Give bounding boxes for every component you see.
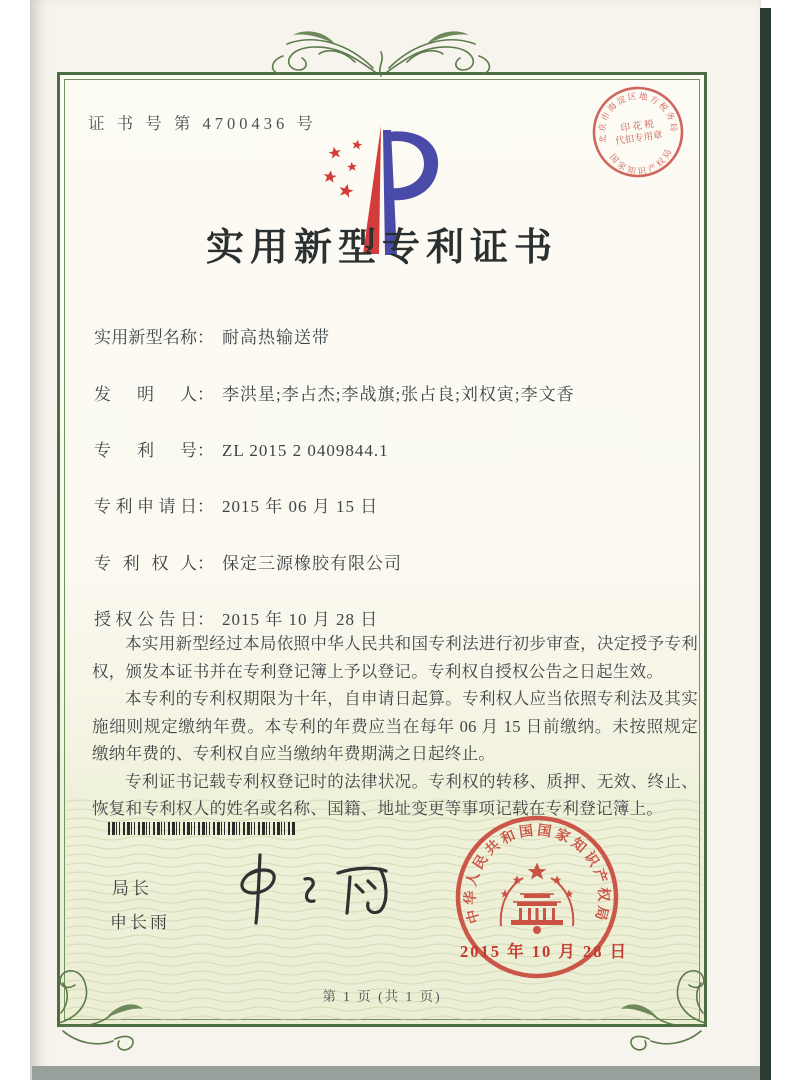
field-label: 发明人 [94,385,197,404]
tax-stamp-bottom-arc: 国家知识产权局 [607,145,675,177]
field-row-grant-date [94,605,378,629]
field-label: 专利申请日 [94,497,197,516]
field-row-name [94,323,330,347]
field-colon: ： [197,497,214,516]
seal-date: 2015 年 10 月 28 日 [460,942,629,961]
tax-stamp-line1: 印 花 税 [620,119,655,135]
certificate-title: 实用新型专利证书 [205,227,558,269]
seal-ring-text: 中华人民共和国国家知识产权局 [463,823,611,925]
field-value: ZL 2015 2 0409844.1 [222,441,389,460]
field-row-filing-date [94,492,378,516]
scan-edge-bottom [32,1066,760,1080]
field-colon: ： [197,554,214,573]
field-value: 2015 年 10 月 28 日 [222,610,379,629]
field-label: 授权公告日 [94,610,197,629]
legal-text [92,630,698,823]
field-label: 专利号 [94,441,197,460]
field-value: 2015 年 06 月 15 日 [222,497,379,516]
field-value: 保定三源橡胶有限公司 [222,554,402,573]
handwritten-signature [210,845,410,945]
tax-stamp-top-arc: 北京市海淀区地方税务局 [596,90,680,145]
field-row-patent-number [94,436,389,460]
field-row-patentee [94,549,402,573]
tax-stamp-line2: 代扣专用章 [614,130,664,148]
tax-stamp-seal [582,76,695,189]
field-colon: ： [197,385,214,404]
field-value: 耐高热输送带 [222,328,330,347]
legal-paragraph: 本实用新型经过本局依照中华人民共和国专利法进行初步审查，决定授予专利权，颁发本证书并在专利登记簿上予以登记。专利权自授权公告之日起生效。 [92,634,698,681]
national-emblem-icon [501,863,574,935]
legal-paragraph: 本专利的专利权期限为十年，自申请日起算。专利权人应当依照专利法及其实施细则规定缴纳年费。本专利的年费应当在每年 06 月 15 日前缴纳。未按照规定缴纳年费的、专利权自应当缴纳年费期满之日起终止。 [92,689,698,763]
field-label: 实用新型名称 [94,328,197,347]
commissioner-role-label: 局长 [112,879,152,898]
field-row-inventors [94,380,575,404]
barcode [108,822,296,835]
field-value: 李洪星;李占杰;李战旗;张占良;刘权寅;李文香 [222,385,575,404]
page-number: 第 1 页 (共 1 页) [322,989,442,1004]
field-label: 专利权人 [94,554,197,573]
commissioner-name: 申长雨 [110,913,170,932]
legal-paragraph: 专利证书记载专利权登记时的法律状况。专利权的转移、质押、无效、终止、恢复和专利权人的姓名或名称、国籍、地址变更等事项记载在专利登记簿上。 [92,771,698,818]
field-colon: ： [197,328,214,347]
field-colon: ： [197,610,214,629]
field-colon: ： [197,441,214,460]
scan-edge-right [760,8,771,1080]
svg-text:国家知识产权局 [607,144,677,180]
certificate-number: 证 书 号 第 4700436 号 [88,114,317,133]
